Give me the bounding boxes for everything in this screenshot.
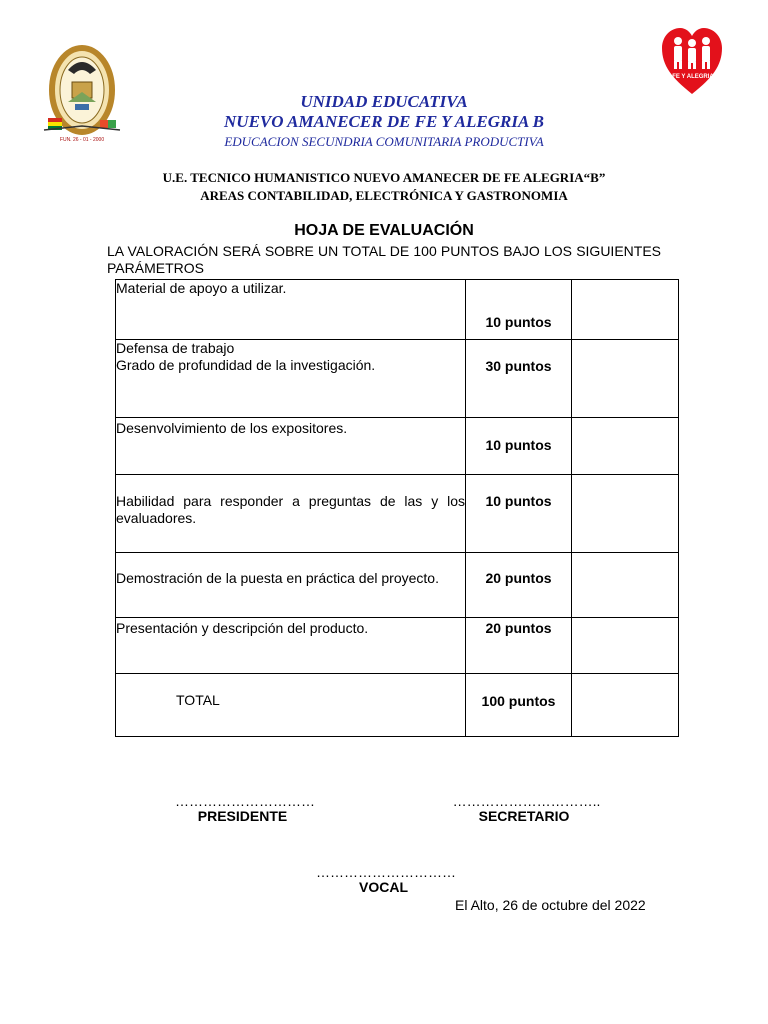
points-text: 20 puntos	[485, 570, 552, 586]
criterion-cell	[116, 618, 466, 674]
logo-text: FE Y ALEGRIA	[672, 74, 714, 80]
score-cell[interactable]	[572, 618, 679, 674]
points-cell	[466, 340, 572, 418]
criterion-cell	[116, 418, 466, 475]
table-row	[116, 340, 679, 418]
evaluation-table	[115, 279, 679, 737]
points-text: 10 puntos	[485, 493, 552, 509]
secretary-signature-line: …………………………..	[452, 793, 601, 809]
criterion-cell	[116, 280, 466, 340]
points-text: 10 puntos	[485, 437, 552, 453]
score-cell[interactable]	[572, 280, 679, 340]
president-label: PRESIDENTE	[197, 808, 288, 824]
points-cell	[466, 618, 572, 674]
vocal-signature-line: …………………………	[316, 864, 456, 880]
criterion-text: Desenvolvimiento de los expositores.	[116, 420, 348, 436]
criterion-cell	[116, 340, 466, 418]
intro-text: LA VALORACIÓN SERÁ SOBRE UN TOTAL DE 100 PUNTOS BAJO LOS SIGUIENTES PARÁMETROS	[107, 243, 661, 276]
fe-y-alegria-logo	[662, 28, 722, 96]
seal-date-text: FUN. 26 - 01 - 2000	[59, 137, 105, 143]
points-text: 10 puntos	[485, 314, 552, 330]
score-cell[interactable]	[572, 418, 679, 475]
president-signature-line: …………………………	[175, 793, 315, 809]
secretary-label: SECRETARIO	[478, 808, 570, 824]
table-row	[116, 475, 679, 553]
vocal-label: VOCAL	[359, 879, 408, 895]
page-title: HOJA DE EVALUACIÓN	[294, 222, 474, 239]
points-cell	[466, 475, 572, 553]
total-points-cell	[466, 674, 572, 737]
points-text: 30 puntos	[485, 358, 552, 374]
header-line-1: UNIDAD EDUCATIVA	[300, 92, 468, 111]
header-line-3: EDUCACION SECUNDRIA COMUNITARIA PRODUCTIVA	[224, 134, 544, 149]
table-row	[116, 553, 679, 618]
score-cell[interactable]	[572, 340, 679, 418]
points-text: 20 puntos	[485, 620, 552, 636]
total-label: TOTAL	[176, 692, 220, 708]
table-row	[116, 618, 679, 674]
table-row	[116, 418, 679, 475]
criterion-text: Defensa de trabajo	[116, 340, 235, 356]
points-cell	[466, 553, 572, 618]
subheader-line-1: U.E. TECNICO HUMANISTICO NUEVO AMANECER DE FE ALEGRIA“B”	[162, 170, 606, 185]
subheader-line-2: AREAS CONTABILIDAD, ELECTRÓNICA Y GASTRONOMIA	[200, 188, 568, 203]
criterion-text-2: Grado de profundidad de la investigación.	[116, 357, 376, 373]
criterion-text: Material de apoyo a utilizar.	[116, 280, 287, 296]
criterion-cell	[116, 475, 466, 553]
total-label-cell	[116, 674, 466, 737]
date-text: El Alto, 26 de octubre del 2022	[455, 897, 646, 913]
points-cell	[466, 418, 572, 475]
criterion-cell	[116, 553, 466, 618]
score-cell[interactable]	[572, 475, 679, 553]
total-points: 100 puntos	[481, 693, 556, 709]
points-cell	[466, 280, 572, 340]
criterion-text: Presentación y descripción del producto.	[116, 620, 369, 636]
criterion-text: Habilidad para responder a preguntas de las y los evaluadores.	[116, 493, 465, 526]
criterion-text: Demostración de la puesta en práctica del proyecto.	[116, 570, 439, 586]
table-row	[116, 280, 679, 340]
header-line-2: NUEVO AMANECER DE FE Y ALEGRIA B	[224, 112, 544, 131]
score-cell[interactable]	[572, 553, 679, 618]
total-score-cell[interactable]	[572, 674, 679, 737]
total-row	[116, 674, 679, 737]
